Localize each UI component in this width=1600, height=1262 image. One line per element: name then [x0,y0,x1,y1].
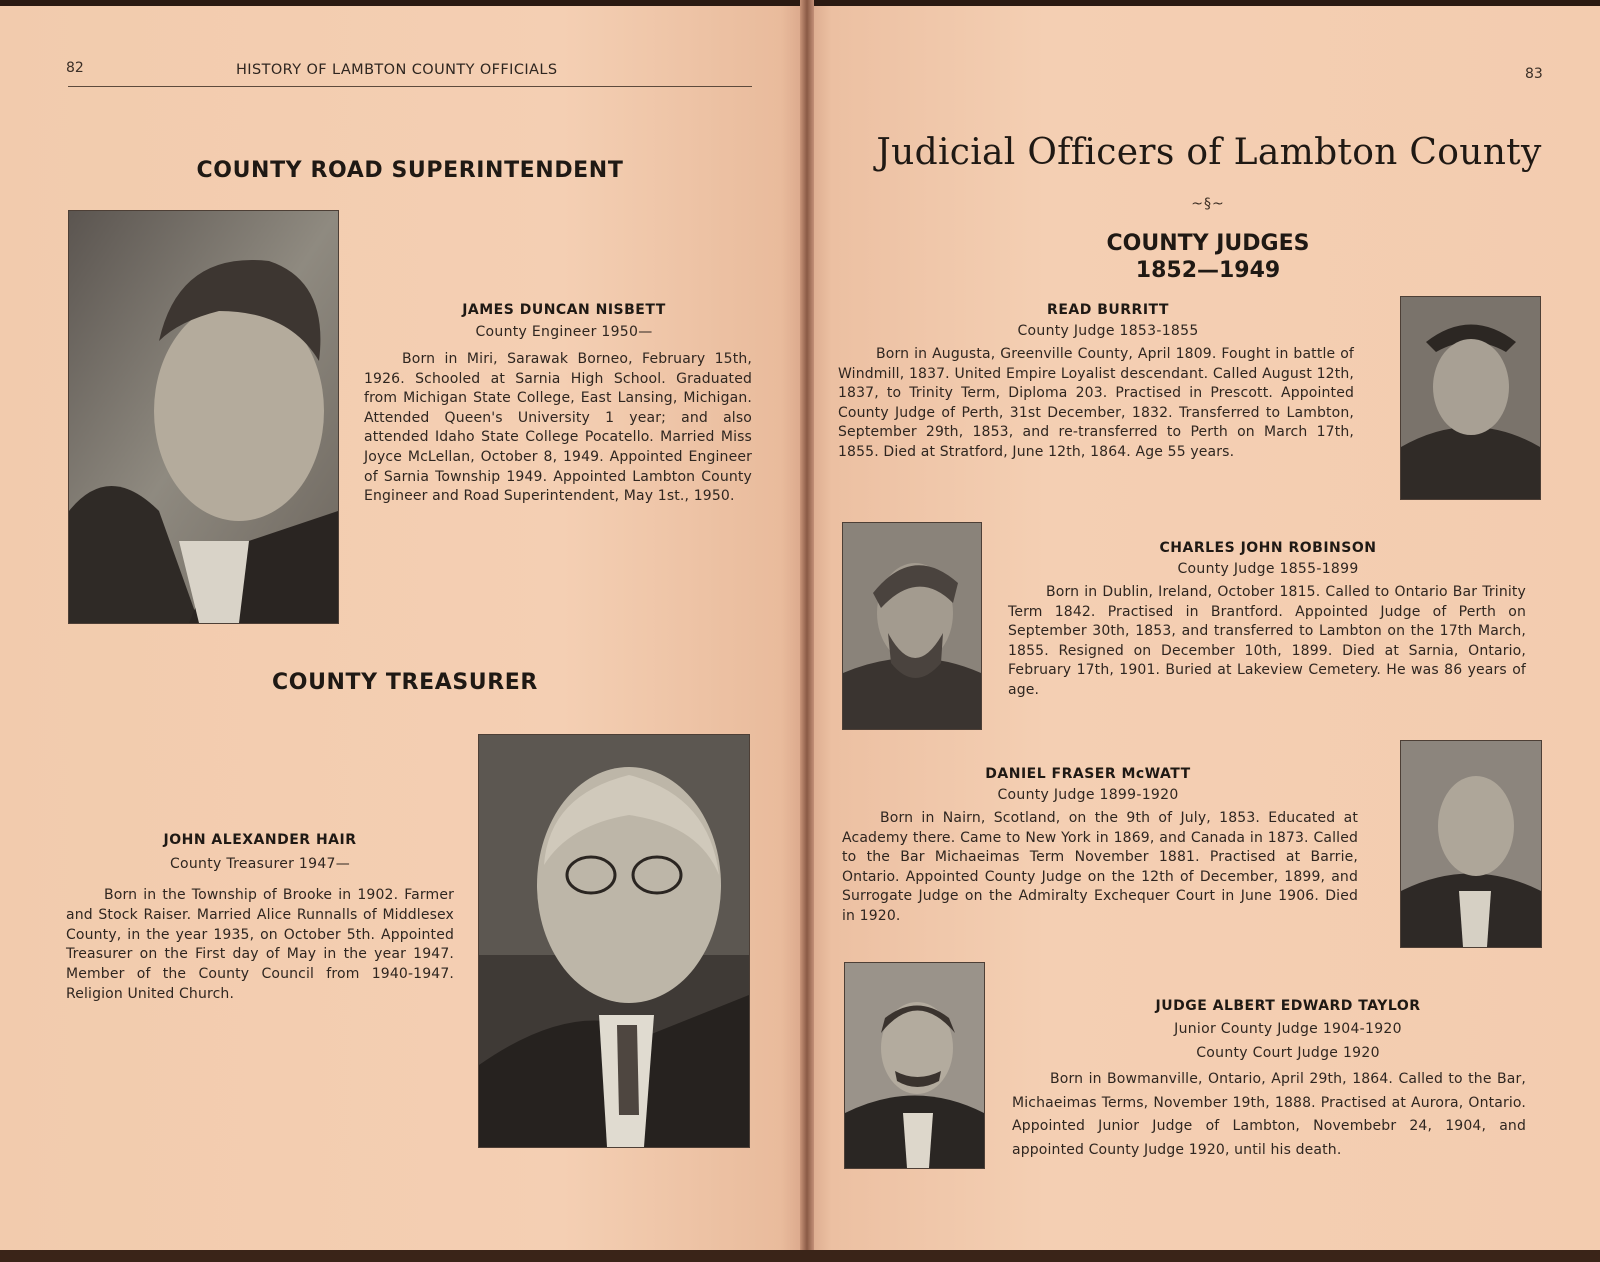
judge-name-burritt: READ BURRITT [1047,302,1169,318]
bio-text: Born in the Township of Brooke in 1902. Farmer and Stock Raiser. Married Alice Runnalls of Middlesex County, in the year 1935, on October 5th. Appointed Treasurer on the First day of May in the year 1947. Member of the County Council from 1940-1947. Religion United Church. [66,887,454,1002]
bottom-edge [0,1250,1600,1262]
page-title: Judicial Officers of Lambton County [876,132,1542,173]
portrait-photo-mcwatt [1400,740,1542,948]
portrait-photo-robinson [842,522,982,730]
portrait-photo-nisbett [68,210,339,624]
person-bio-nisbett [364,350,752,507]
right-page [808,6,1600,1250]
bio-text: Born in Miri, Sarawak Borneo, February 15th, 1926. Schooled at Sarnia High School. Graduated from Michigan State College, East Lansing, Michigan. Attended Queen's University 1 year; and also attended Idaho State College Pocatello. Married Miss Joyce McLellan, October 8, 1949. Appointed Engineer of Sarnia Township 1949. Appointed Lambton County Engineer and Road Superintendent, May 1st., 1950. [364,351,752,505]
ornament-divider: ~§~ [1191,196,1225,212]
book-gutter [800,0,814,1262]
county-judges-label: COUNTY JUDGES [1106,231,1310,256]
header-rule [68,86,752,87]
person-name-nisbett: JAMES DUNCAN NISBETT [462,302,666,318]
person-role-hair: County Treasurer 1947— [169,856,351,872]
judge-role-mcwatt: County Judge 1899-1920 [997,787,1179,803]
section-title-road-superintendent: COUNTY ROAD SUPERINTENDENT [196,158,624,183]
judge-name-robinson: CHARLES JOHN ROBINSON [1159,540,1377,556]
portrait-photo-hair [478,734,750,1148]
judge-role-burritt: County Judge 1853-1855 [1017,323,1199,339]
person-name-hair: JOHN ALEXANDER HAIR [163,832,357,848]
bio-text: Born in Augusta, Greenville County, April 1809. Fought in battle of Windmill, 1837. United Empire Loyalist descendant. Called August 12th, 1837, to Trinity Term, Diploma 203. Practised in Prescott. Appointed County Judge of Perth, 31st December, 1832. Transferred to Lambton, September 29th, 1853, and re-transferred to Perth on March 17th, 1855. Died at Stratford, June 12th, 1864. Age 55 years. [838,346,1354,460]
judge-bio-mcwatt [842,809,1358,927]
left-page [0,6,805,1250]
running-head: HISTORY OF LAMBTON COUNTY OFFICIALS [236,62,558,78]
judge-bio-taylor [1012,1068,1526,1162]
person-bio-hair [66,886,454,1005]
bio-text: Born in Nairn, Scotland, on the 9th of July, 1853. Educated at Academy there. Came to New York in 1869, and Canada in 1873. Called to the Bar Michaeimas Term November 1881. Practised at Barrie, Ontario. Appointed County Judge on the 12th of December, 1899, and Surrogate Judge on the Admiralty Exchequer Court in June 1906. Died in 1920. [842,810,1358,924]
page-number: 83 [1525,66,1543,82]
portrait-photo-burritt [1400,296,1541,500]
judge-name-mcwatt: DANIEL FRASER McWATT [985,766,1191,782]
judge-name-taylor: JUDGE ALBERT EDWARD TAYLOR [1155,998,1421,1014]
portrait-photo-taylor [844,962,985,1169]
judge-bio-burritt [838,345,1354,463]
bio-text: Born in Dublin, Ireland, October 1815. Called to Ontario Bar Trinity Term 1842. Practised in Brantford. Appointed Judge of Perth on September 30th, 1853, and transferred to Lambton on the 17th March, 1855. Resigned on December 10th, 1899. Died at Sarnia, Ontario, February 17th, 1901. Buried at Lakeview Cemetery. He was 86 years of age. [1008,584,1526,698]
judge-role-robinson: County Judge 1855-1899 [1177,561,1359,577]
judge-role2-taylor: County Court Judge 1920 [1196,1045,1380,1061]
person-role-nisbett: County Engineer 1950— [475,324,653,340]
section-title-county-treasurer: COUNTY TREASURER [272,670,538,695]
judge-role-taylor: Junior County Judge 1904-1920 [1174,1021,1402,1037]
bio-text: Born in Bowmanville, Ontario, April 29th, 1864. Called to the Bar, Michaeimas Terms, November 19th, 1888. Practised at Aurora, Ontario. Appointed Junior Judge of Lambton, Novembebr 24, 1904, and appointed County Judge 1920, until his death. [1012,1071,1526,1158]
county-judges-years: 1852—1949 [1135,258,1281,283]
page-number: 82 [66,60,84,76]
judge-bio-robinson [1008,583,1526,701]
county-judges-heading [1058,230,1358,284]
